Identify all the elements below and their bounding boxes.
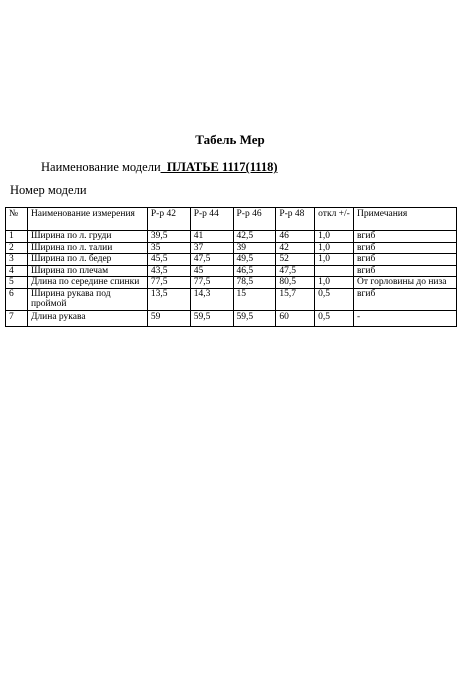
header-notes: Примечания [354,208,457,231]
table-cell: 60 [276,310,315,326]
table-cell: вгиб [354,231,457,243]
table-cell: 1,0 [315,231,354,243]
table-cell: 35 [147,242,190,254]
table-cell: Ширина рукава под проймой [27,288,147,310]
table-header-row [6,208,457,231]
table-row [6,265,457,277]
table-cell: 77,5 [190,277,233,289]
table-cell: 1,0 [315,277,354,289]
page-title: Табель Мер [195,132,265,147]
table-cell: 39 [233,242,276,254]
table-cell: 0,5 [315,288,354,310]
table-cell: 46 [276,231,315,243]
table-cell: 52 [276,254,315,266]
table-cell [315,265,354,277]
table-cell: 39,5 [147,231,190,243]
table-cell: 45 [190,265,233,277]
model-number-label: Номер модели [10,183,87,197]
model-name-label: Наименование модели [41,160,161,174]
table-cell: 15,7 [276,288,315,310]
table-row [6,288,457,310]
table-cell: 43,5 [147,265,190,277]
table-cell: 6 [6,288,28,310]
header-number: № [6,208,28,231]
table-cell: 13,5 [147,288,190,310]
table-cell: 41 [190,231,233,243]
table-cell: 42,5 [233,231,276,243]
table-cell: 42 [276,242,315,254]
table-cell: 1 [6,231,28,243]
table-cell: 4 [6,265,28,277]
table-cell: 15 [233,288,276,310]
table-cell: Ширина по плечам [27,265,147,277]
table-cell: 0,5 [315,310,354,326]
table-cell: - [354,310,457,326]
measurements-table [5,207,457,327]
table-cell: 59 [147,310,190,326]
table-cell: 1,0 [315,242,354,254]
header-size-44: Р-р 44 [190,208,233,231]
table-cell: Ширина по л. груди [27,231,147,243]
header-size-48: Р-р 48 [276,208,315,231]
table-cell: 2 [6,242,28,254]
table-cell: 80,5 [276,277,315,289]
header-size-46: Р-р 46 [233,208,276,231]
header-tolerance: откл +/- [315,208,354,231]
table-row [6,231,457,243]
table-row [6,242,457,254]
table-cell: 47,5 [276,265,315,277]
table-row [6,277,457,289]
table-row [6,310,457,326]
table-cell: 45,5 [147,254,190,266]
header-measurement: Наименование измерения [27,208,147,231]
table-cell: Длина по середине спинки [27,277,147,289]
table-cell: 59,5 [233,310,276,326]
table-row [6,254,457,266]
table-cell: 7 [6,310,28,326]
table-cell: вгиб [354,288,457,310]
table-cell: Длина рукава [27,310,147,326]
table-cell: 3 [6,254,28,266]
table-cell: вгиб [354,242,457,254]
table-cell: От горловины до низа [354,277,457,289]
table-cell: 77,5 [147,277,190,289]
table-cell: 46,5 [233,265,276,277]
table-cell: 14,3 [190,288,233,310]
table-cell: вгиб [354,254,457,266]
table-cell: 37 [190,242,233,254]
table-cell: 49,5 [233,254,276,266]
table-cell: 1,0 [315,254,354,266]
model-name-line [41,160,278,175]
model-name-value: _ПЛАТЬЕ 1117(1118) [160,160,278,174]
table-cell: Ширина по л. талии [27,242,147,254]
table-cell: 47,5 [190,254,233,266]
table-cell: вгиб [354,265,457,277]
table-cell: 5 [6,277,28,289]
table-cell: 59,5 [190,310,233,326]
header-size-42: Р-р 42 [147,208,190,231]
table-cell: Ширина по л. бедер [27,254,147,266]
table-cell: 78,5 [233,277,276,289]
